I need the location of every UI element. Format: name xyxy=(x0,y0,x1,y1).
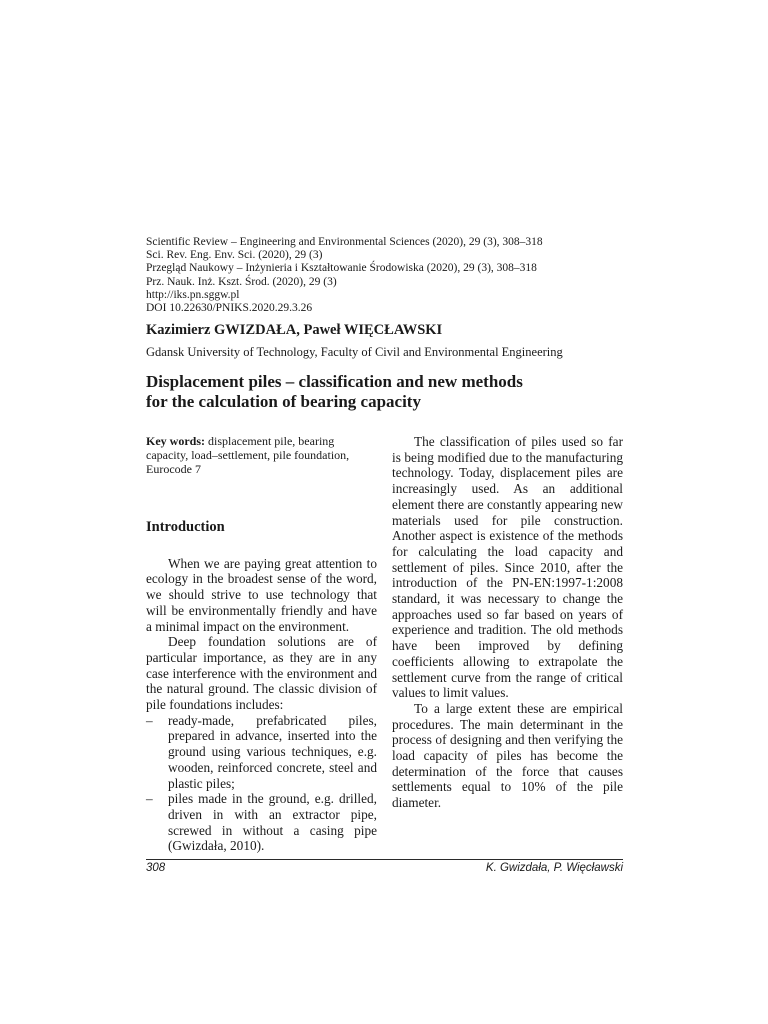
title-line: for the calculation of bearing capacity xyxy=(146,392,421,411)
citation-block xyxy=(146,236,623,315)
page-number: 308 xyxy=(146,862,166,874)
keywords-text: displacement pile, bearing capacity, load–settlement, pile foundation, Eurocode 7 xyxy=(146,434,350,476)
citation-line: Scientific Review – Engineering and Environmental Sciences (2020), 29 (3), 308–318 xyxy=(146,236,543,248)
pile-type-list xyxy=(146,713,377,854)
keywords-label: Key words: xyxy=(146,434,205,448)
authors: Kazimierz GWIZDAŁA, Paweł WIĘCŁAWSKI xyxy=(146,322,443,338)
citation-line: Prz. Nauk. Inż. Kszt. Środ. (2020), 29 (3) xyxy=(146,275,337,288)
right-column xyxy=(392,434,623,811)
paragraph: The classification of piles used so far is being modified due to the manufacturing technology. Today, displacement piles are increasingly used. As an additional element there are constantly appearing new materials used for pile construction. Another aspect is existence of the methods for calculating the load capacity and settlement of piles. Since 2010, after the introduction of the PN-EN:1997-1:2008 standard, it was necessary to change the approaches used so far based on years of experience and tradition. The old methods have been improved by defining coefficients allowing to extrapolate the settlement curve from the range of critical values to limit values. xyxy=(392,434,623,701)
running-authors: K. Gwizdała, P. Więcławski xyxy=(485,862,623,874)
page-footer xyxy=(146,862,623,874)
paragraph: When we are paying great attention to ecology in the broadest sense of the word, we should strive to use technology that will be environmentally friendly and have a minimal impact on the environment. xyxy=(146,555,377,634)
paragraph: Deep foundation solutions are of particular importance, as they are in any case interference with the environment and the natural ground. The classic division of pile foundations includes: xyxy=(146,634,377,713)
paper-page xyxy=(146,0,623,1024)
list-item-text: ready-made, prefabricated piles, prepared in advance, inserted into the ground using various techniques, e.g. wooden, reinforced concrete, steel and plastic piles; xyxy=(168,712,377,791)
list-item xyxy=(146,791,377,854)
section-heading: Introduction xyxy=(146,519,225,535)
list-item xyxy=(146,713,377,792)
left-column xyxy=(146,434,377,854)
list-dash: – xyxy=(146,712,153,728)
doi: DOI 10.22630/PNIKS.2020.29.3.26 xyxy=(146,302,313,315)
affiliation: Gdansk University of Technology, Faculty of Civil and Environmental Engineering xyxy=(146,345,563,359)
title-line: Displacement piles – classification and new methods xyxy=(146,372,523,391)
paper-title xyxy=(146,372,623,412)
journal-url: http://iks.pn.sggw.pl xyxy=(146,288,240,301)
list-item-text: piles made in the ground, e.g. drilled, driven in with an extractor pipe, screwed in without a casing pipe (Gwizdała, 2010). xyxy=(168,791,377,854)
citation-line: Sci. Rev. Eng. Env. Sci. (2020), 29 (3) xyxy=(146,249,323,262)
footer-divider xyxy=(146,859,623,860)
list-dash: – xyxy=(146,791,153,807)
citation-line: Przegląd Naukowy – Inżynieria i Kształtowanie Środowiska (2020), 29 (3), 308–318 xyxy=(146,262,537,275)
keywords xyxy=(146,434,377,476)
paragraph: To a large extent these are empirical procedures. The main determinant in the process of designing and then verifying the load capacity of piles has become the determination of the force that causes settlements equal to 10% of the pile diameter. xyxy=(392,700,623,811)
